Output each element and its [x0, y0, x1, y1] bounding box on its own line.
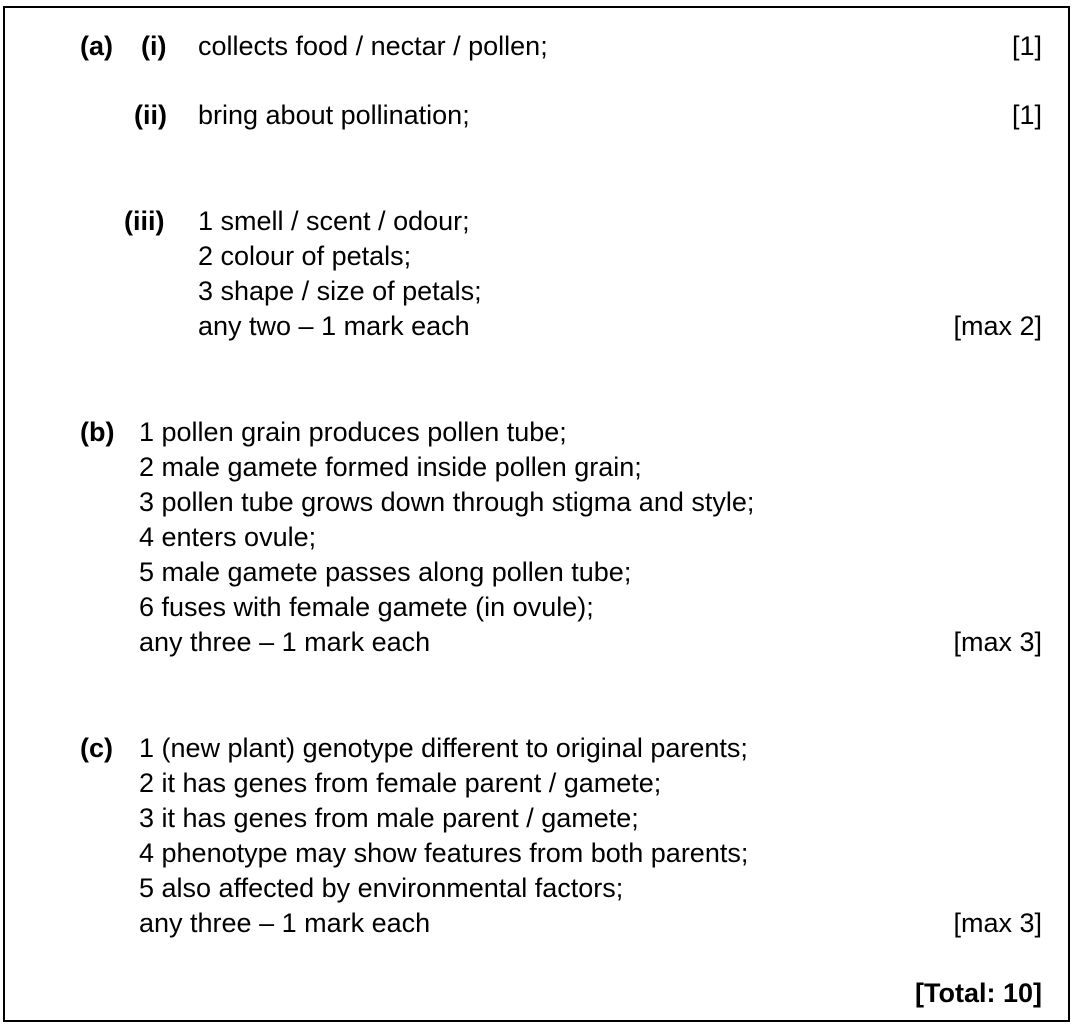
part-b-rule: any three – 1 mark each — [139, 627, 431, 657]
part-a-ii-text: bring about pollination; — [198, 100, 470, 130]
part-c-point: 3 it has genes from male parent / gamete; — [139, 803, 639, 833]
part-a-label: (a) — [80, 31, 113, 61]
mark-scheme-frame — [3, 6, 1070, 1022]
part-c-point: 4 phenotype may show features from both parents; — [139, 838, 749, 868]
part-b-point: 3 pollen tube grows down through stigma and style; — [139, 487, 755, 517]
part-a-iii-rule: any two – 1 mark each — [198, 311, 470, 341]
part-a-ii-label: (ii) — [134, 100, 167, 130]
part-b-label: (b) — [80, 417, 115, 447]
part-c-point: 5 also affected by environmental factors; — [139, 873, 624, 903]
part-c-point: 1 (new plant) genotype different to original parents; — [139, 733, 748, 763]
part-a-iii-label: (iii) — [124, 206, 165, 236]
part-a-iii-point: 2 colour of petals; — [198, 241, 412, 271]
part-c-label: (c) — [80, 733, 113, 763]
part-b-point: 4 enters ovule; — [139, 522, 317, 552]
part-b-mark: [max 3] — [953, 627, 1042, 657]
part-b-point: 1 pollen grain produces pollen tube; — [139, 417, 567, 447]
part-a-i-mark: [1] — [1011, 31, 1042, 61]
part-b-point: 6 fuses with female gamete (in ovule); — [139, 592, 594, 622]
part-a-iii-point: 1 smell / scent / odour; — [198, 206, 470, 236]
part-b-point: 2 male gamete formed inside pollen grain; — [139, 452, 642, 482]
part-a-i-label: (i) — [141, 31, 167, 61]
part-a-iii-mark: [max 2] — [953, 311, 1042, 341]
part-c-point: 2 it has genes from female parent / gamete; — [139, 768, 662, 798]
part-a-ii-mark: [1] — [1011, 100, 1042, 130]
part-a-i-text: collects food / nectar / pollen; — [198, 31, 548, 61]
part-c-rule: any three – 1 mark each — [139, 908, 431, 938]
part-c-mark: [max 3] — [953, 908, 1042, 938]
total-marks: [Total: 10] — [915, 978, 1042, 1008]
part-a-iii-point: 3 shape / size of petals; — [198, 276, 482, 306]
part-b-point: 5 male gamete passes along pollen tube; — [139, 557, 632, 587]
